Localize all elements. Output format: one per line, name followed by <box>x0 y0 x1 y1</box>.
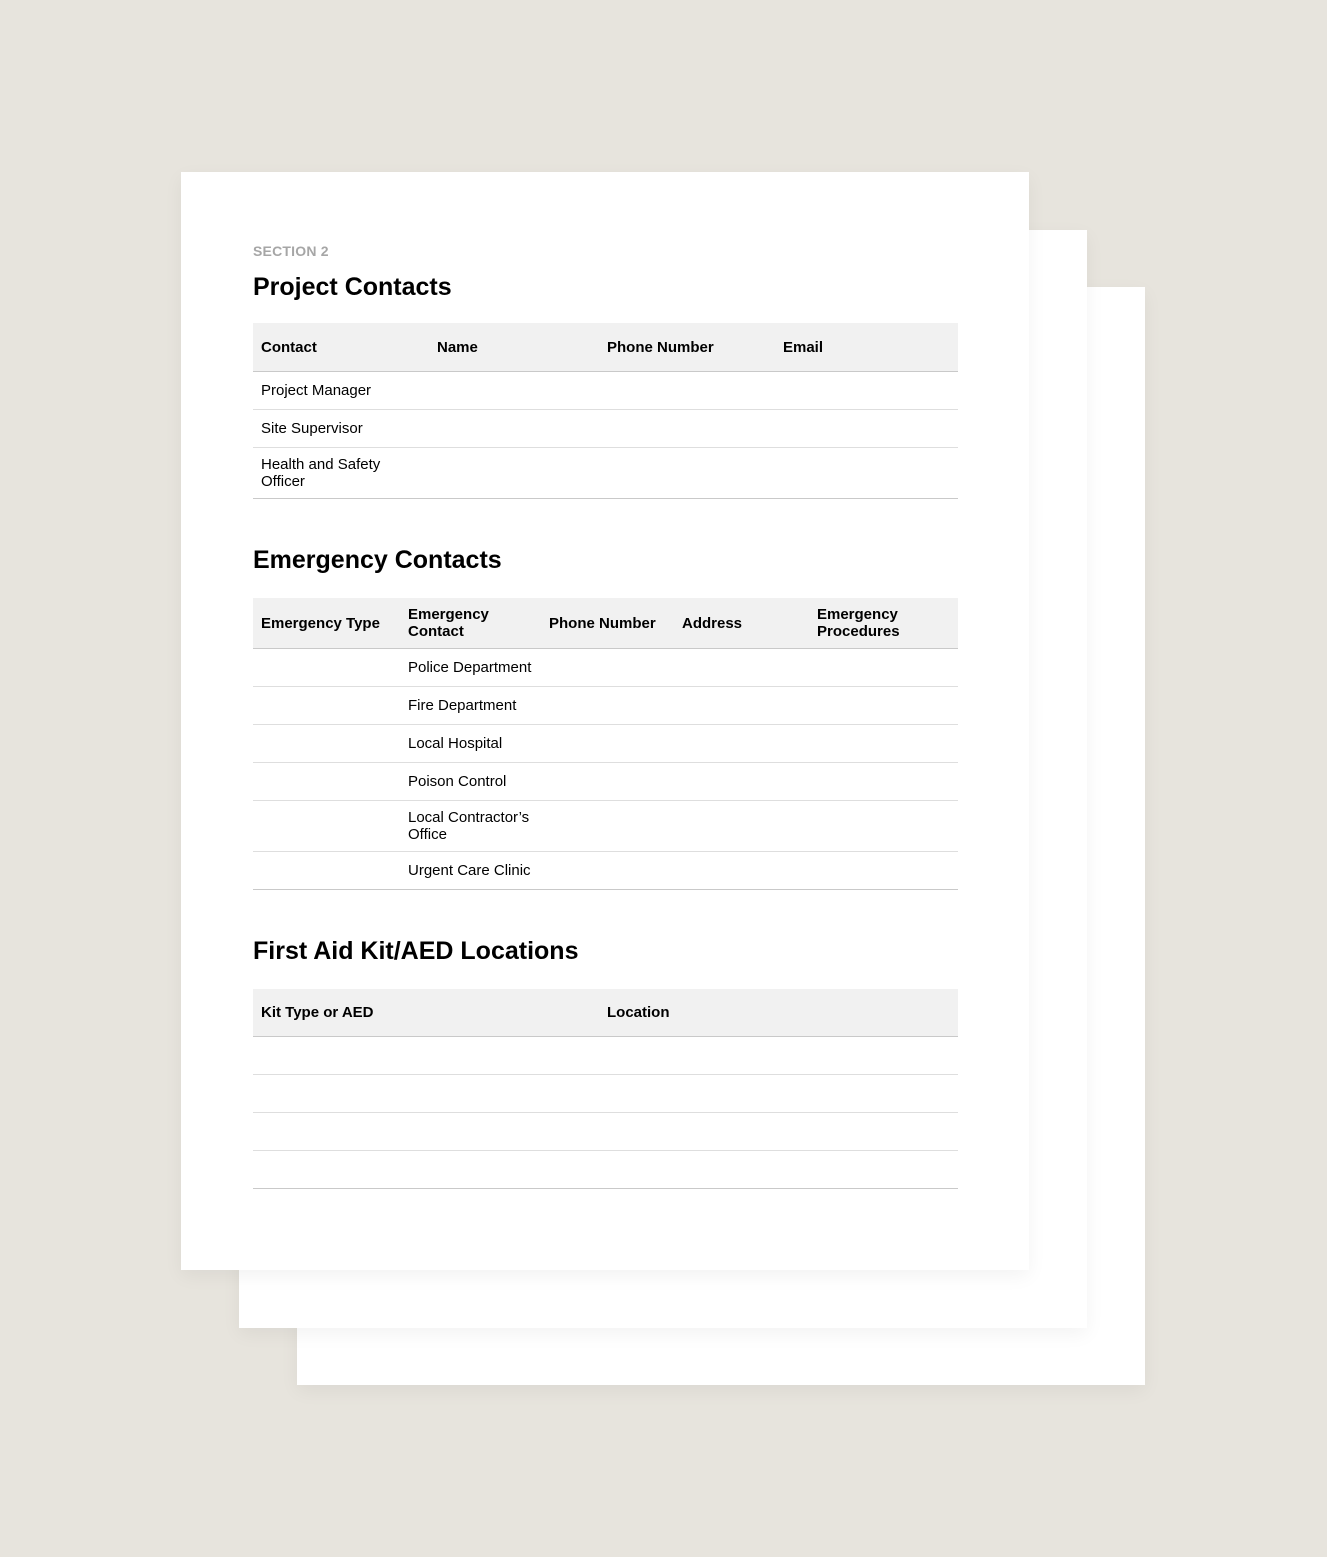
contact-cell: Site Supervisor <box>253 410 429 448</box>
address-cell[interactable] <box>674 687 809 725</box>
header-emergency-type: Emergency Type <box>253 598 400 649</box>
header-kit-type: Kit Type or AED <box>253 989 599 1037</box>
type-cell[interactable] <box>253 649 400 687</box>
table-row <box>253 448 958 499</box>
location-cell[interactable] <box>599 1151 958 1189</box>
emergency-contacts-table <box>253 598 958 890</box>
address-cell[interactable] <box>674 852 809 890</box>
email-cell[interactable] <box>775 410 958 448</box>
header-address: Address <box>674 598 809 649</box>
header-emergency-contact: Emergency Contact <box>400 598 541 649</box>
table-row <box>253 687 958 725</box>
type-cell[interactable] <box>253 725 400 763</box>
table-row <box>253 1151 958 1189</box>
location-cell[interactable] <box>599 1113 958 1151</box>
header-phone-number: Phone Number <box>599 323 775 372</box>
phone-cell[interactable] <box>541 649 674 687</box>
table-header-row <box>253 323 958 372</box>
first-aid-title: First Aid Kit/AED Locations <box>253 937 579 965</box>
procedures-cell[interactable] <box>809 763 958 801</box>
table-row <box>253 1113 958 1151</box>
table-row <box>253 725 958 763</box>
header-location: Location <box>599 989 958 1037</box>
location-cell[interactable] <box>599 1037 958 1075</box>
address-cell[interactable] <box>674 725 809 763</box>
table-row <box>253 763 958 801</box>
phone-cell[interactable] <box>541 687 674 725</box>
contact-cell: Health and Safety Officer <box>253 448 429 499</box>
phone-cell[interactable] <box>541 852 674 890</box>
kit-type-cell[interactable] <box>253 1037 599 1075</box>
table-row <box>253 801 958 852</box>
address-cell[interactable] <box>674 763 809 801</box>
header-emergency-procedures: Emergency Procedures <box>809 598 958 649</box>
type-cell[interactable] <box>253 852 400 890</box>
header-email: Email <box>775 323 958 372</box>
table-row <box>253 372 958 410</box>
contact-cell: Police Department <box>400 649 541 687</box>
email-cell[interactable] <box>775 372 958 410</box>
contact-cell: Fire Department <box>400 687 541 725</box>
name-cell[interactable] <box>429 372 599 410</box>
kit-type-cell[interactable] <box>253 1113 599 1151</box>
phone-cell[interactable] <box>599 448 775 499</box>
address-cell[interactable] <box>674 649 809 687</box>
table-row <box>253 410 958 448</box>
name-cell[interactable] <box>429 410 599 448</box>
address-cell[interactable] <box>674 801 809 852</box>
emergency-contacts-title: Emergency Contacts <box>253 546 502 574</box>
contact-cell: Project Manager <box>253 372 429 410</box>
contact-cell: Local Contractor’s Office <box>400 801 541 852</box>
procedures-cell[interactable] <box>809 725 958 763</box>
table-row <box>253 1075 958 1113</box>
header-name: Name <box>429 323 599 372</box>
project-contacts-table <box>253 323 958 499</box>
type-cell[interactable] <box>253 763 400 801</box>
email-cell[interactable] <box>775 448 958 499</box>
type-cell[interactable] <box>253 801 400 852</box>
table-header-row <box>253 989 958 1037</box>
contact-cell: Local Hospital <box>400 725 541 763</box>
phone-cell[interactable] <box>541 725 674 763</box>
procedures-cell[interactable] <box>809 649 958 687</box>
procedures-cell[interactable] <box>809 687 958 725</box>
type-cell[interactable] <box>253 687 400 725</box>
kit-type-cell[interactable] <box>253 1075 599 1113</box>
header-phone-number: Phone Number <box>541 598 674 649</box>
table-row <box>253 649 958 687</box>
table-row <box>253 852 958 890</box>
contact-cell: Poison Control <box>400 763 541 801</box>
location-cell[interactable] <box>599 1075 958 1113</box>
phone-cell[interactable] <box>541 763 674 801</box>
table-header-row <box>253 598 958 649</box>
section-label: SECTION 2 <box>253 243 329 259</box>
phone-cell[interactable] <box>541 801 674 852</box>
first-aid-table <box>253 989 958 1189</box>
header-contact: Contact <box>253 323 429 372</box>
procedures-cell[interactable] <box>809 801 958 852</box>
page-content <box>253 242 958 1189</box>
kit-type-cell[interactable] <box>253 1151 599 1189</box>
table-row <box>253 1037 958 1075</box>
phone-cell[interactable] <box>599 410 775 448</box>
name-cell[interactable] <box>429 448 599 499</box>
document-page <box>181 172 1029 1270</box>
contact-cell: Urgent Care Clinic <box>400 852 541 890</box>
phone-cell[interactable] <box>599 372 775 410</box>
procedures-cell[interactable] <box>809 852 958 890</box>
project-contacts-title: Project Contacts <box>253 273 452 301</box>
